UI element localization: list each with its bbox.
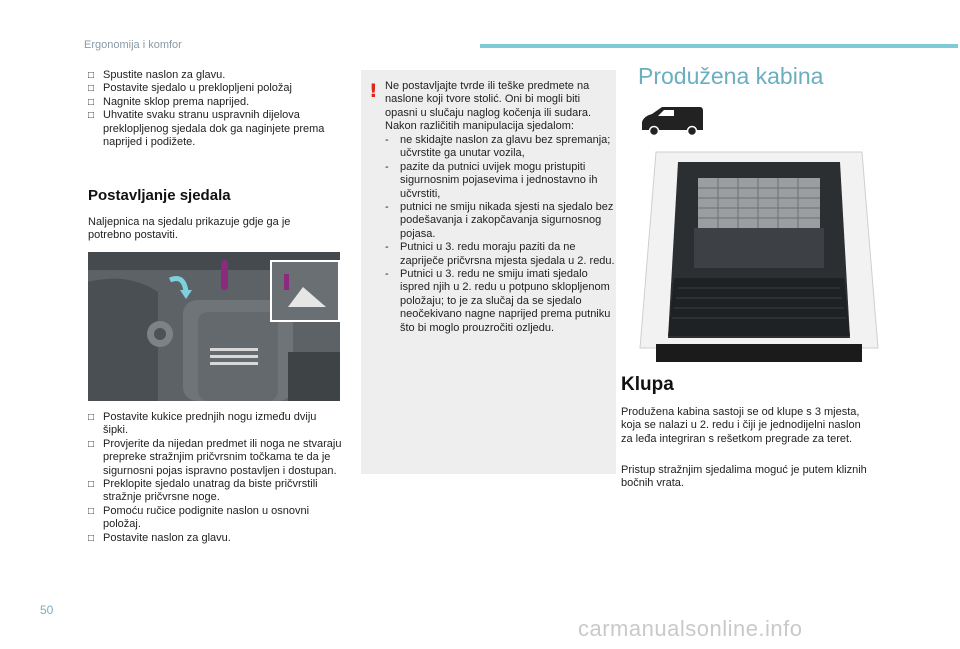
watermark: carmanualsonline.info	[578, 616, 803, 641]
page-title: Produžena kabina	[638, 63, 824, 89]
list-item: - Putnici u 3. redu ne smiju imati sjedalo ispred njih u 2. redu u potpuno sklopljenom položaju; to je za slučaj da se sjedalo neočekivano nagne naprijed prema putniku što bi moglo prouzročiti ozljedu.	[385, 268, 611, 334]
section-heading-bench: Klupa	[621, 374, 674, 395]
header-rule	[480, 44, 958, 48]
bench-paragraph-2: Pristup stražnjim sjedalima moguć je putem kliznih bočnih vrata.	[621, 464, 867, 490]
section-heading-seat-install: Postavljanje sjedala	[88, 187, 231, 204]
checkbox-bullet-icon: □	[88, 532, 95, 544]
list-item: - pazite da putnici uvijek mogu pristupiti sigurnosnim pojasevima i jednostavno ih učvrstiti,	[385, 160, 598, 200]
checkbox-bullet-icon: □	[88, 412, 95, 423]
bottom-steps-list	[88, 411, 344, 545]
list-item: - Putnici u 3. redu moraju paziti da ne zapriječe pričvrsna mjesta sjedala u 2. redu.	[385, 241, 615, 267]
section-title: Ergonomija i komfor	[84, 39, 182, 51]
list-item: □ Postavite kukice prednjih nogu između dviju šipki.	[88, 411, 317, 437]
page-number: 50	[40, 603, 54, 617]
checkbox-bullet-icon: □	[88, 96, 95, 108]
list-item: □ Pomoću ručice podignite naslon u osnovni položaj.	[88, 504, 310, 531]
warning-list	[385, 134, 615, 335]
list-item: □ Spustite naslon za glavu.	[88, 69, 226, 81]
top-steps-list	[88, 69, 338, 149]
warning-intro: Ne postavljajte tvrde ili teške predmete na naslone koji tvore stolić. Oni bi mogli biti opasni u slučaju naglog kočenja ili sudara. Nakon različitih manipulacija sjedalom:	[385, 80, 592, 133]
list-item: □ Provjerite da nijedan predmet ili noga ne stvaraju prepreke stražnjim pričvrsnim točkama te da je sigurnosni pojas ispravno postavljen i dostupan.	[88, 437, 342, 477]
van-silhouette-icon	[640, 104, 704, 136]
list-item: - ne skidajte naslon za glavu bez spremanja; učvrstite ga unutar vozila,	[385, 134, 611, 160]
list-item: □ Postavite naslon za glavu.	[88, 531, 231, 544]
list-item: - putnici ne smiju nikada sjesti na sjedalo bez podešavanja i zakopčavanja sigurnosnog pojasa.	[385, 201, 614, 240]
checkbox-bullet-icon: □	[88, 479, 95, 491]
list-item: □ Uhvatite svaku stranu uspravnih dijelova preklopljenog sjedala dok ga naginjete prema naprijed i podižete.	[88, 109, 325, 149]
checkbox-bullet-icon: □	[88, 83, 95, 95]
warning-icon: !	[369, 80, 378, 102]
list-item: □ Preklopite sjedalo unatrag da biste pričvrstili stražnje pričvrsne noge.	[88, 478, 318, 504]
seat-label-illustration	[88, 252, 340, 401]
list-item: □ Postavite sjedalo u preklopljeni položaj	[88, 82, 292, 95]
intro-text: Naljepnica na sjedalu prikazuje gdje ga je potrebno postaviti.	[88, 216, 291, 242]
checkbox-bullet-icon: □	[88, 70, 95, 81]
checkbox-bullet-icon: □	[88, 110, 95, 122]
van-cargo-photo	[638, 148, 880, 364]
list-item: □ Nagnite sklop prema naprijed.	[88, 95, 250, 108]
checkbox-bullet-icon: □	[88, 505, 95, 517]
checkbox-bullet-icon: □	[88, 438, 95, 450]
bench-paragraph-1: Produžena kabina sastoji se od klupe s 3 mjesta, koja se nalazi u 2. redu i čiji je jednodijelni naslon za leđa integriran s rešetkom pregrade za teret.	[621, 406, 861, 445]
